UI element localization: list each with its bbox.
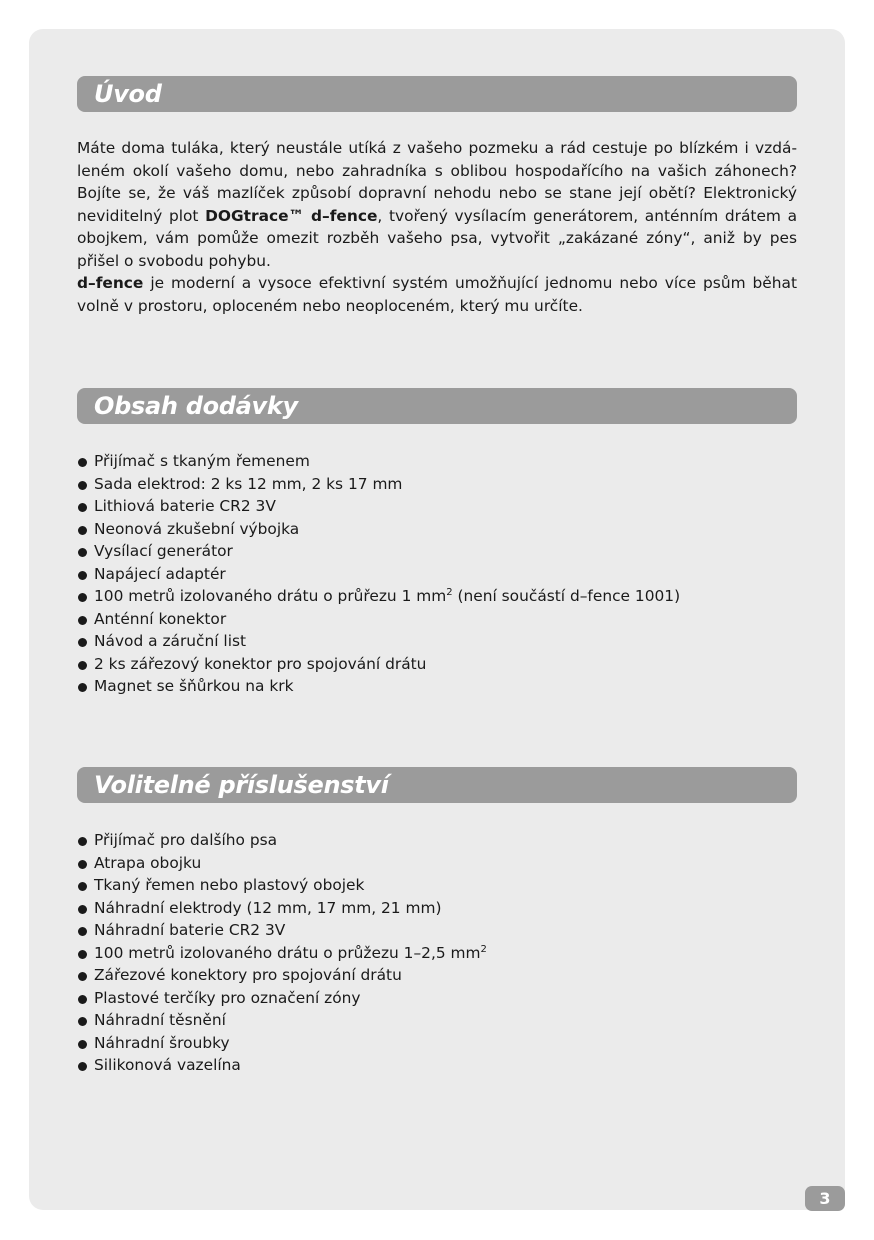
list-item: Vysílací generátor xyxy=(77,540,797,563)
list-item: Atrapa obojku xyxy=(77,852,797,875)
list-item: Silikonová vazelína xyxy=(77,1054,797,1077)
superscript-2: 2 xyxy=(446,587,453,598)
list-item: Náhradní těsnění xyxy=(77,1009,797,1032)
list-item: Anténní konektor xyxy=(77,608,797,631)
list-item-text: 100 metrů izolovaného drátu o průžezu 1–2,5 mm xyxy=(94,943,481,962)
section-title-intro: Úvod xyxy=(94,80,162,108)
list-item: Plastové terčíky pro označení zóny xyxy=(77,987,797,1010)
list-item: Náhradní elektrody (12 mm, 17 mm, 21 mm) xyxy=(77,897,797,920)
list-item: Zářezové konektory pro spojování drátu xyxy=(77,964,797,987)
intro-p2-text: je moderní a vysoce efektivní systém umožňující jednomu nebo více psům běhat volně v prostoru, oploceném nebo neoploceném, který mu určíte. xyxy=(77,274,797,315)
accessories-list xyxy=(77,829,797,1077)
section-header-accessories xyxy=(77,767,797,803)
list-item: 2 ks zářezový konektor pro spojování drátu xyxy=(77,653,797,676)
list-item: Přijímač pro dalšího psa xyxy=(77,829,797,852)
list-item: Sada elektrod: 2 ks 12 mm, 2 ks 17 mm xyxy=(77,473,797,496)
list-item: Neonová zkušební výbojka xyxy=(77,518,797,541)
list-item: Lithiová baterie CR2 3V xyxy=(77,495,797,518)
list-item-text: 100 metrů izolovaného drátu o průřezu 1 mm xyxy=(94,587,447,605)
intro-p1-text-b: , tvořený vysílacím generátorem, anténním drátem a obojkem, vám pomůže omezit rozběh vašeho psa, vytvořit „zakázané zóny“, aniž by pes přišel o svobodu pohybu. xyxy=(77,206,798,270)
list-item: Napájecí adaptér xyxy=(77,563,797,586)
intro-p2-brand: d–fence xyxy=(77,274,144,292)
page-number: 3 xyxy=(805,1186,845,1211)
section-title-contents: Obsah dodávky xyxy=(94,392,298,420)
list-item: Návod a záruční list xyxy=(77,630,797,653)
intro-p1-brand: DOGtrace™ d–fence xyxy=(205,206,378,225)
list-item: Náhradní baterie CR2 3V xyxy=(77,919,797,942)
intro-paragraph-2 xyxy=(77,272,797,317)
intro-text xyxy=(77,137,797,317)
list-item-suffix: (není součástí d–fence 1001) xyxy=(452,587,681,605)
superscript-2: 2 xyxy=(480,943,487,955)
intro-paragraph-1 xyxy=(77,137,797,272)
contents-list xyxy=(77,450,797,698)
list-item xyxy=(77,942,797,965)
section-title-accessories: Volitelné příslušenství xyxy=(94,771,389,799)
list-item: Přijímač s tkaným řemenem xyxy=(77,450,797,473)
list-item: Tkaný řemen nebo plastový obojek xyxy=(77,874,797,897)
section-header-contents xyxy=(77,388,797,424)
list-item xyxy=(77,585,797,608)
list-item: Magnet se šňůrkou na krk xyxy=(77,675,797,698)
list-item: Náhradní šroubky xyxy=(77,1032,797,1055)
section-header-intro xyxy=(77,76,797,112)
intro-p1-text-a: Máte doma tuláka, který neustále utíká z vašeho pozmeku a rád cestuje po blízkém i vzdáleném okolí vašeho domu, nebo zahradníka s oblibou hospodařícího na vašich záhonech? Bojíte se, že váš mazlíček způsobí dopravní nehodu nebo se stane její obětí? Elektronický neviditelný plot xyxy=(77,139,797,225)
